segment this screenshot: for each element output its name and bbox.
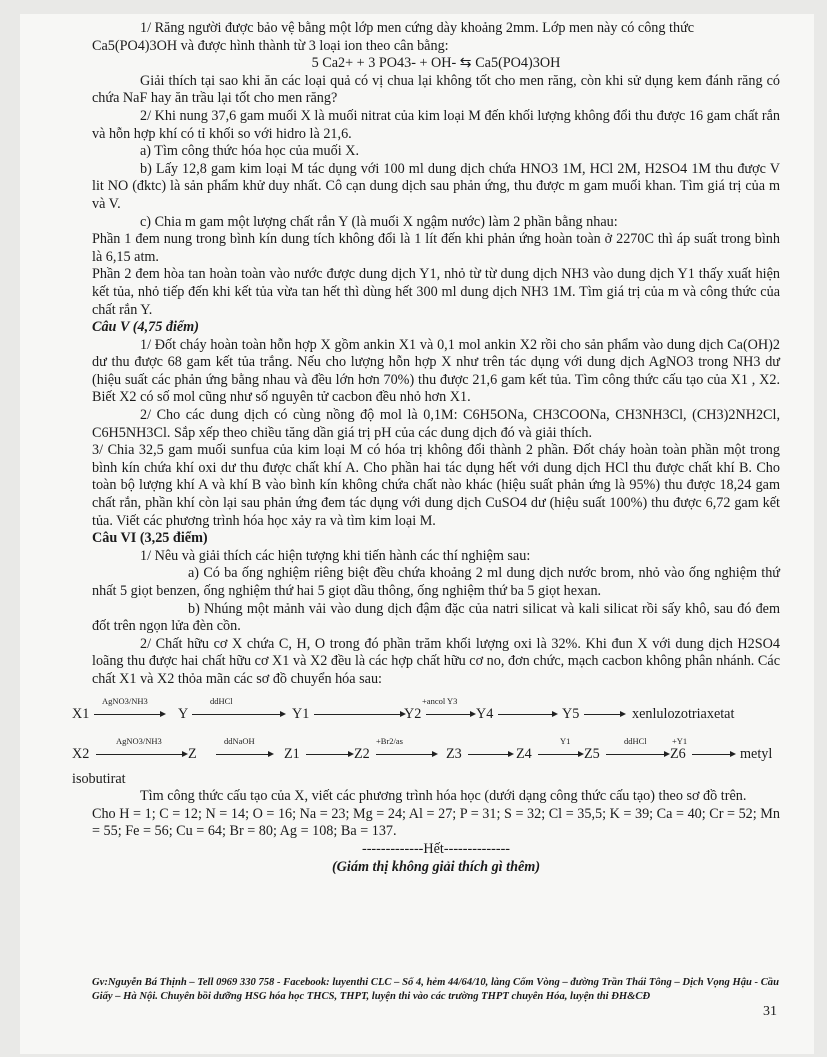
chain1-node: Y2 bbox=[404, 705, 422, 722]
q4-part1-line2: Ca5(PO4)3OH và được hình thành từ 3 loại ion theo cân bằng: bbox=[92, 37, 449, 54]
atomic-masses: Cho H = 1; C = 12; N = 14; O = 16; Na = 23; Mg = 24; Al = 27; P = 31; S = 32; Cl = 35,5; K = 39; Ca = 40; Cr = 52; Mn = 55; Fe = 56; Cu = 64; Br = 80; Ag = 108; Ba = 137. bbox=[92, 805, 780, 840]
page-number: 31 bbox=[763, 1004, 777, 1019]
q6-part1-a: a) Có ba ống nghiệm riêng biệt đều chứa khoảng 2 ml dung dịch nước brom, nhỏ vào ống nghiệm thứ nhất 5 giọt benzen, ống nghiệm thứ hai 5 giọt dầu thông, ống nghiệm thứ ba 5 giọt hexan. bbox=[92, 565, 780, 599]
q4-part2-b: b) Lấy 12,8 gam kim loại M tác dụng với 100 ml dung dịch chứa HNO3 1M, HCl 2M, H2SO4 1M thu được V lit NO (đktc) là sản phẩm khử duy nhất. Cô cạn dung dịch sau phản ứng, thu được m gam muối khan. Tìm giá trị của m và V. bbox=[92, 160, 780, 212]
chain2-arrow bbox=[468, 754, 512, 755]
question-5-title: Câu V (4,75 điểm) bbox=[92, 319, 199, 336]
footer-author-info: Gv:Nguyễn Bá Thịnh – Tell 0969 330 758 - Facebook: luyenthi CLC – Số 4, hẻm 44/64/10, làng Cốm Vòng – đường Trần Thái Tông – Dịch Vọng Hậu - Cầu Giấy – Hà Nội. Chuyên bồi dưỡng HSG hóa học THCS, THPT, luyện thi vào các trường THPT chuyên Hóa, luyện thi ĐH&CĐ bbox=[92, 977, 779, 1002]
chain1-arrow bbox=[192, 714, 284, 715]
chain2-arrow bbox=[606, 754, 668, 755]
chain2-node: Z5 bbox=[584, 745, 600, 762]
q4-part2-c-portion2: Phần 2 đem hòa tan hoàn toàn vào nước được dung dịch Y1, nhỏ từ từ dung dịch NH3 vào dung dịch Y1 thấy xuất hiện kết tủa, nhỏ tiếp đến khi kết tủa vừa tan hết thì dùng hết 300 ml dung dịch NH3 1M. Tìm giá trị của m và công thức của chất rắn Y. bbox=[92, 266, 780, 318]
chain1-node: X1 bbox=[72, 705, 90, 722]
chain2-label: Y1 bbox=[560, 735, 571, 746]
chain2-label: AgNO3/NH3 bbox=[116, 735, 162, 746]
chain1-label: AgNO3/NH3 bbox=[102, 695, 148, 706]
chain1-product: xenlulozotriaxetat bbox=[632, 705, 735, 722]
chain2-arrow bbox=[216, 754, 272, 755]
chain2-arrow bbox=[96, 754, 186, 755]
q6-part1: 1/ Nêu và giải thích các hiện tượng khi tiến hành các thí nghiệm sau: bbox=[140, 547, 531, 564]
chain2-arrow bbox=[306, 754, 352, 755]
document-body bbox=[72, 20, 780, 876]
q6-part2-question: Tìm công thức cấu tạo của X, viết các phương trình hóa học (dưới dạng công thức cấu tạo) theo sơ đồ trên. bbox=[140, 788, 747, 805]
q4-part2-c: c) Chia m gam một lượng chất rắn Y (là muối X ngậm nước) làm 2 phần bằng nhau: bbox=[140, 213, 618, 230]
chain2-label: +Y1 bbox=[672, 735, 688, 746]
chain2-node: Z2 bbox=[354, 745, 370, 762]
chain2-product-tail: isobutirat bbox=[72, 770, 126, 787]
chain2-node: Z6 bbox=[670, 745, 686, 762]
chain1-label: ddHCl bbox=[210, 695, 233, 706]
chain1-node: Y5 bbox=[562, 705, 580, 722]
chain2-arrow bbox=[376, 754, 436, 755]
proctor-note: (Giám thị không giải thích gì thêm) bbox=[331, 858, 541, 875]
chain2-node: Z4 bbox=[516, 745, 532, 762]
q4-equilibrium-equation: 5 Ca2+ + 3 PO43- + OH- ⇆ Ca5(PO4)3OH bbox=[311, 55, 561, 72]
question-6-title: Câu VI (3,25 điểm) bbox=[92, 530, 208, 547]
chain2-label: +Br2/as bbox=[376, 735, 403, 746]
chain2-node: Z bbox=[188, 745, 197, 762]
q5-part1: 1/ Đốt cháy hoàn toàn hỗn hợp X gồm ankin X1 và 0,1 mol ankin X2 rồi cho sản phẩm vào dung dịch Ca(OH)2 dư thu được 68 gam kết tủa trắng. Nếu cho lượng hỗn hợp X như trên tác dụng với dung dịch AgNO3 trong NH3 dư (hiệu suất các phản ứng bằng nhau và đều lớn hơn 70%) thu được 21,6 gam kết tủa. Tìm công thức cấu tạo của X1 , X2. Biết X2 có số mol cũng như số nguyên tử cacbon đều nhỏ hơn X1. bbox=[92, 336, 780, 406]
q4-part2-intro: 2/ Khi nung 37,6 gam muối X là muối nitrat của kim loại M đến khối lượng không đổi thu được 16 gam chất rắn và hỗn hợp khí có tỉ khối so với hidro là 21,6. bbox=[92, 107, 780, 142]
q5-part3: 3/ Chia 32,5 gam muối sunfua của kim loại M có hóa trị không đổi thành 2 phần. Đốt cháy hoàn toàn phần một trong bình kín chứa khí oxi dư thu được chất khí A. Cho phần hai tác dụng hết với dung dịch HCl thu được chất khí B. Cho toàn bộ lượng khí A và khí B vào bình kín không chứa chất nào khác (hiệu suất phản ứng là 95%) thu được 18,24 gam chất rắn, phần khí còn lại sau phản ứng đem tác dụng với dung dịch CuSO4 dư (hiệu suất 100%) thu được 6,72 gam kết tủa. Viết các phương trình hóa học xảy ra và tìm kim loại M. bbox=[92, 442, 780, 529]
q6-part1-b: b) Nhúng một mảnh vải vào dung dịch đậm đặc của natri silicat và kali silicat rồi sấy khô, sau đó đem đốt trên ngọn lửa đèn cồn. bbox=[92, 600, 780, 635]
chain1-arrow bbox=[314, 714, 404, 715]
chain1-node: Y4 bbox=[476, 705, 494, 722]
end-marker: -------------Hết-------------- bbox=[361, 840, 511, 857]
chain2-label: ddNaOH bbox=[224, 735, 255, 746]
chain1-node: Y1 bbox=[292, 705, 310, 722]
q4-part1-question: Giải thích tại sao khi ăn các loại quả có vị chua lại không tốt cho men răng, còn khi sử dụng kem đánh răng có chứa NaF hay ăn trầu lại tốt cho men răng? bbox=[92, 72, 780, 107]
q6-part2: 2/ Chất hữu cơ X chứa C, H, O trong đó phần trăm khối lượng oxi là 32%. Khi đun X với dung dịch H2SO4 loãng thu được hai chất hữu cơ X1 và X2 đều là các hợp chất hữu cơ no, đơn chức, mạch cacbon không phân nhánh. Các chất X1 và X2 thỏa mãn các sơ đồ chuyển hóa sau: bbox=[92, 635, 780, 687]
chain2-arrow bbox=[538, 754, 582, 755]
chain1-label: +ancol Y3 bbox=[422, 695, 458, 706]
chain1-arrow bbox=[584, 714, 624, 715]
chain2-node: Z3 bbox=[446, 745, 462, 762]
chain1-arrow bbox=[94, 714, 164, 715]
reaction-chain-2 bbox=[72, 733, 780, 769]
chain1-arrow bbox=[498, 714, 556, 715]
chain2-product: metyl bbox=[740, 745, 773, 762]
chain1-node: Y bbox=[178, 705, 189, 722]
chain2-node: X2 bbox=[72, 745, 90, 762]
q4-part2-c-portion1: Phần 1 đem nung trong bình kín dung tích không đổi là 1 lít đến khi phản ứng hoàn toàn ở 2270C thì áp suất trong bình là 6,15 atm. bbox=[92, 231, 780, 265]
chain1-arrow bbox=[426, 714, 474, 715]
reaction-chain-1 bbox=[72, 693, 780, 729]
q4-part2-a: a) Tìm công thức hóa học của muối X. bbox=[140, 143, 359, 160]
chain2-node: Z1 bbox=[284, 745, 300, 762]
chain2-label: ddHCl bbox=[624, 735, 647, 746]
q4-part1-line1: 1/ Răng người được bảo vệ bằng một lớp men cứng dày khoảng 2mm. Lớp men này có công thức bbox=[140, 20, 695, 36]
q5-part2: 2/ Cho các dung dịch có cùng nồng độ mol là 0,1M: C6H5ONa, CH3COONa, CH3NH3Cl, (CH3)2NH2Cl, C6H5NH3Cl. Sắp xếp theo chiều tăng dần giá trị pH của các dung dịch đó và giải thích. bbox=[92, 407, 780, 441]
chain2-arrow bbox=[692, 754, 734, 755]
